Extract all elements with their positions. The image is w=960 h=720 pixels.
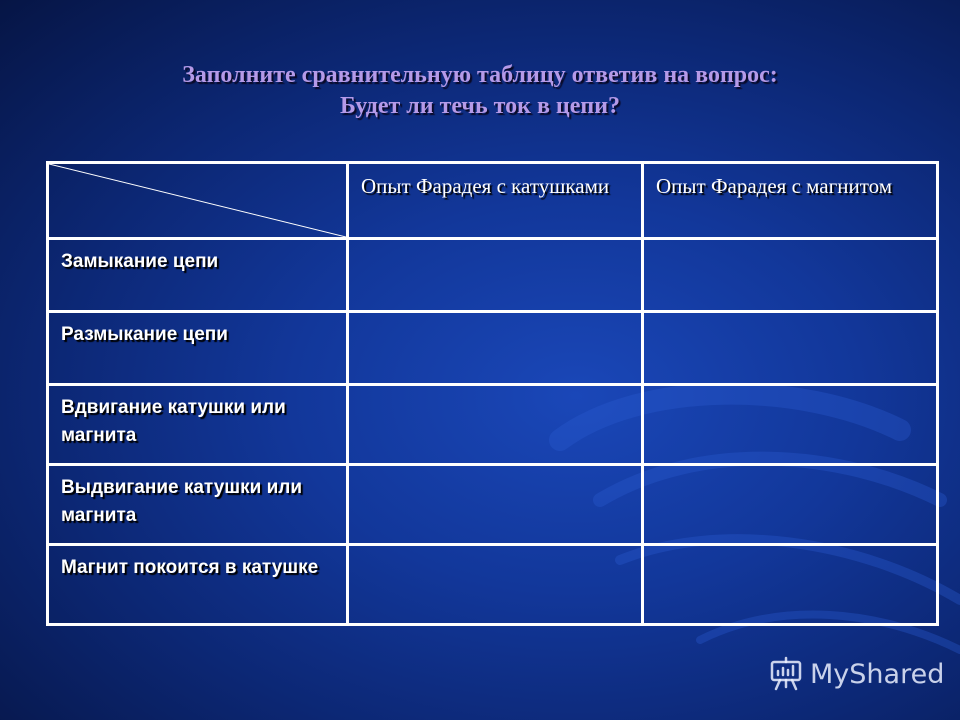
answer-cell[interactable]: [348, 312, 643, 385]
answer-cell[interactable]: [348, 545, 643, 625]
table-row: [48, 239, 938, 312]
table-row: [48, 465, 938, 545]
presentation-board-icon: [768, 656, 804, 692]
title-line-1: Заполните сравнительную таблицу ответив на вопрос:: [182, 62, 778, 88]
answer-cell[interactable]: [643, 545, 938, 625]
answer-cell[interactable]: [643, 385, 938, 465]
table-row: [48, 312, 938, 385]
answer-cell[interactable]: [348, 465, 643, 545]
row-label: Вдвигание катушки или магнита: [48, 385, 348, 465]
table-header-row: [48, 163, 938, 239]
watermark-text: MyShared: [810, 658, 945, 690]
answer-cell[interactable]: [348, 239, 643, 312]
slide-title: [0, 60, 960, 122]
table-row: [48, 545, 938, 625]
row-label: Размыкание цепи: [48, 312, 348, 385]
watermark-logo: [768, 654, 944, 694]
table-corner-cell: [48, 163, 348, 239]
title-line-2: Будет ли течь ток в цепи?: [339, 93, 621, 119]
row-label: Замыкание цепи: [48, 239, 348, 312]
diagonal-line-icon: [49, 164, 346, 237]
answer-cell[interactable]: [643, 312, 938, 385]
table-row: [48, 385, 938, 465]
row-label: Выдвигание катушки или магнита: [48, 465, 348, 545]
answer-cell[interactable]: [348, 385, 643, 465]
answer-cell[interactable]: [643, 239, 938, 312]
comparison-table: [46, 161, 939, 626]
column-header-coils: Опыт Фарадея с катушками: [348, 163, 643, 239]
answer-cell[interactable]: [643, 465, 938, 545]
row-label: Магнит покоится в катушке: [48, 545, 348, 625]
column-header-magnet: Опыт Фарадея с магнитом: [643, 163, 938, 239]
